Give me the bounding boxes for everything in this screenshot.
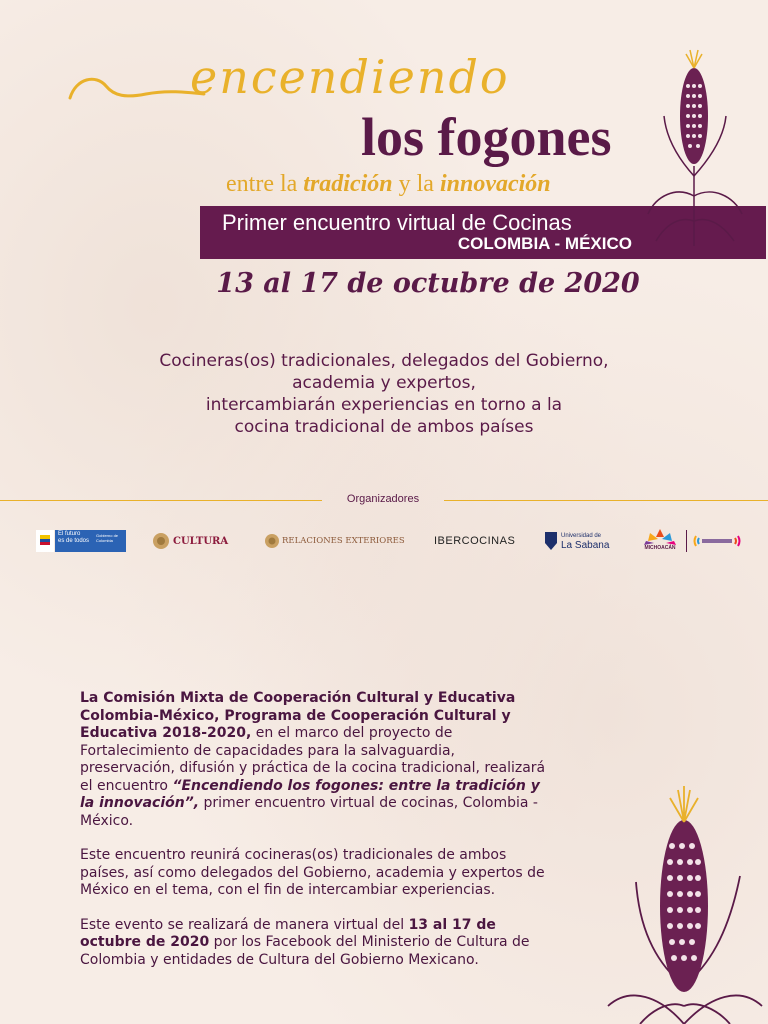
body-paragraph-3: [80, 917, 550, 970]
band-countries: COLOMBIA - MÉXICO: [457, 234, 632, 253]
main-title: los fogones: [361, 107, 612, 167]
event-date: 13 al 17 de octubre de 2020: [216, 268, 640, 299]
body-text: [80, 690, 550, 986]
body-bold: La Comisión Mixta de Cooperación Cultural y Educativa Colombia-México, Programa de Cooperación Cultural y Educativa 2018-2020,: [80, 690, 516, 741]
subtitle-part-4: innovación: [439, 171, 551, 197]
logo-text: RELACIONES EXTERIORES: [282, 536, 405, 546]
logo-text: CULTURA: [173, 535, 229, 547]
secretaria-cultura-michoacan-icon: [693, 533, 743, 549]
subtitle-part-1: entre la: [226, 171, 304, 197]
body-span: Este evento se realizará de manera virtual del: [80, 916, 409, 933]
logo-text: MICHOACÁN: [644, 545, 676, 551]
script-title: encendiendo: [190, 50, 510, 104]
organizers-label: Organizadores: [346, 493, 420, 505]
intro-text: [84, 350, 684, 438]
divider-left: [0, 500, 322, 501]
logo-universidad-sabana: [544, 526, 609, 556]
logo-separator: [686, 530, 687, 552]
logo-text: El futuro: [58, 531, 81, 537]
body-span: primer encuentro virtual de cocinas, Colombia - México.: [80, 795, 538, 829]
corn-illustration-bottom-icon: [600, 786, 768, 1024]
body-span: en el marco del proyecto de Fortalecimiento de capacidades para la salvaguardia, preservación, difusión y práctica de la cocina tradicional, realizará el encuentro: [80, 725, 546, 794]
body-span: por los Facebook del Ministerio de Cultura de Colombia y entidades de Cultura del Gobierno Mexicano.: [80, 934, 530, 968]
logo-text: La Sabana: [561, 540, 610, 551]
body-bold: 13 al 17 de octubre de 2020: [80, 916, 496, 950]
corn-illustration-top-icon: [646, 46, 746, 256]
intro-line: Cocineras(os) tradicionales, delegados del Gobierno,: [159, 351, 609, 371]
logo-cultura: [152, 526, 228, 556]
intro-line: intercambiarán experiencias en torno a la: [205, 395, 563, 415]
shield-icon: [544, 531, 558, 551]
body-paragraph-1: [80, 690, 550, 830]
body-quote: “Encendiendo los fogones: entre la tradición y la innovación”,: [80, 777, 540, 811]
logo-text: Universidad de: [561, 533, 602, 539]
intro-line: cocina tradicional de ambos países: [234, 417, 534, 437]
michoacan-flower-icon: [640, 527, 680, 545]
body-paragraph-2: Este encuentro reunirá cocineras(os) tradicionales de ambos países, así como delegados del Gobierno, academia y expertos de México en el tema, con el fin de intercambiar experiencias.: [80, 847, 545, 898]
mexico-seal-icon: [264, 533, 280, 549]
logo-text: es de todos: [58, 538, 90, 544]
divider-right: [444, 500, 768, 501]
logo-relaciones-exteriores: [264, 526, 405, 556]
mexico-seal-icon: [152, 532, 170, 550]
intro-line: academia y expertos,: [292, 373, 476, 393]
logo-ibercocinas: [434, 526, 515, 556]
subtitle-part-3: y la: [392, 171, 440, 197]
subtitle: [226, 171, 551, 198]
swash-ornament: [66, 68, 206, 108]
band-title: Primer encuentro virtual de Cocinas: [222, 210, 572, 235]
subtitle-part-2: tradición: [303, 171, 393, 197]
logo-gobierno-colombia: [36, 526, 126, 556]
logo-text: Gobierno de Colombia: [96, 533, 119, 543]
logo-michoacan: [640, 526, 743, 556]
logo-text: IBERCOCINAS: [434, 535, 516, 547]
